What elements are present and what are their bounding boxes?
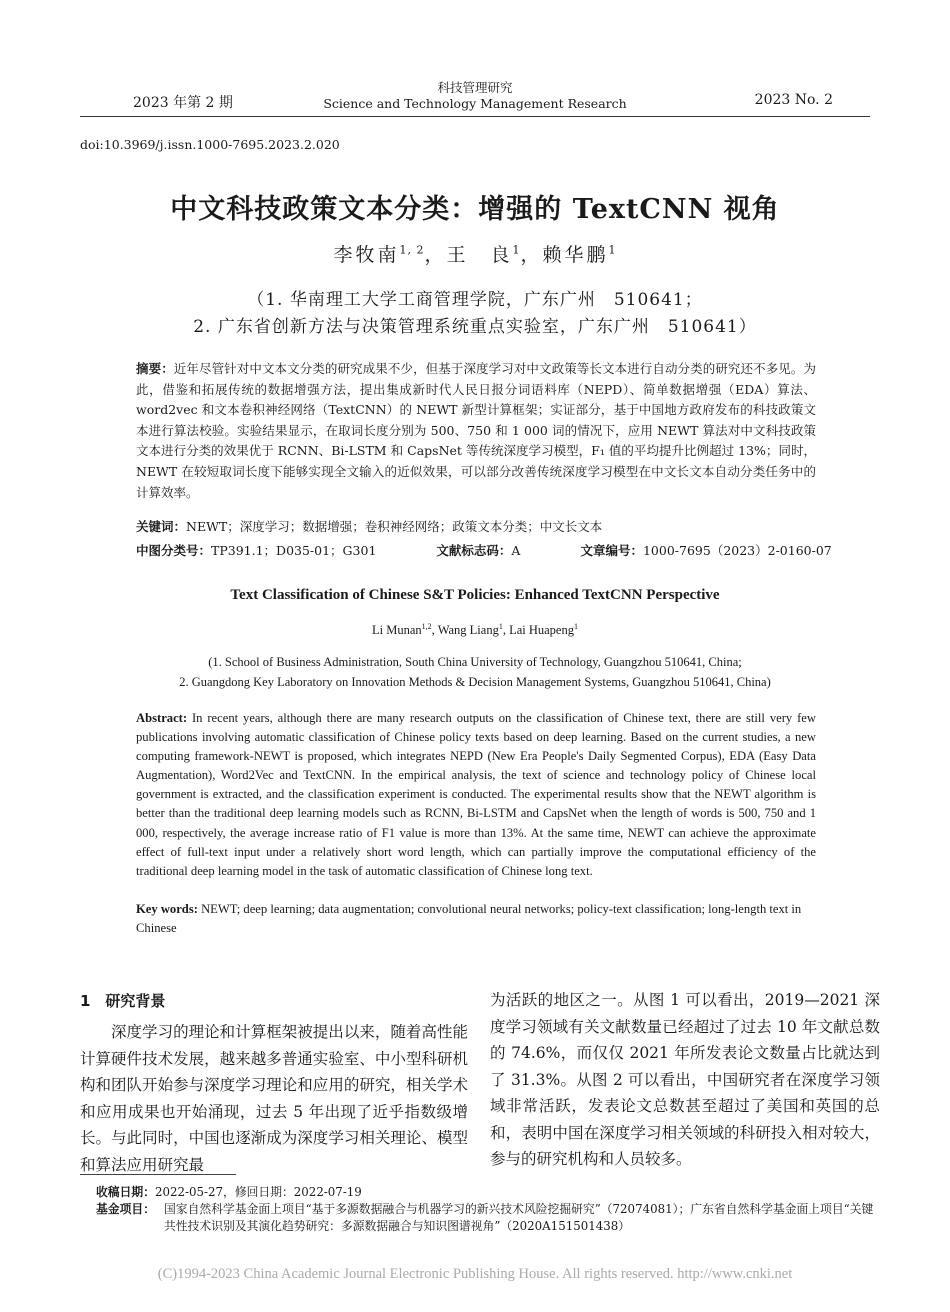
author-sup: 1 [573,622,578,631]
author-sup: 1 [608,243,617,257]
section-heading: 1 研究背景 [80,992,166,1010]
abstract-cn-text: 近年尽管针对中文本文分类的研究成果不少，但基于深度学习对中文政策等长文本进行自动分类的研究还不多见。为此，借鉴和拓展传统的数据增强方法，提出集成新时代人民日报分词语料库（NEPD）、简单数据增强（EDA）算法、word2vec 和文本卷积神经网络（TextCNN）的 NEWT 新型计算框架；实证部分，基于中国地方政府发布的科技政策文本进行算法校验。实验结果显示，在取词长度分别为 500、750 和 1 000 词的情况下，应用 NEWT 算法对中文科技政策文本进行分类的效果优于 RCNN、Bi-LSTM 和 CapsNet 等传统深度学习模型，F₁ 值的平均提升比例超过 13%；同时，NEWT 在较短取词长度下能够实现全文输入的近似效果，可以部分改善传统深度学习模型在中文长文本自动分类任务中的计算效率。 [136,361,816,500]
author-en: Lai Huapeng [509,623,574,638]
classification-line [136,541,836,559]
journal-title-en: Science and Technology Management Research [323,96,627,111]
journal-title-cn: 科技管理研究 [437,80,513,95]
body-text-right: 为活跃的地区之一。从图 1 可以看出，2019—2021 深度学习领域有关文献数量已经超过了过去 10 年文献总数的 74.6%，而仅仅 2021 年所发表论文数量占比就达到了 31.3%。从图 2 可以看出，中国研究者在深度学习领域非常活跃，发表论文总数甚至超过了美国和英国的总和，表明中国在深度学习相关领域的科研投入相对较大，参与的研究机构和人员较多。 [490,991,880,1168]
author-cn: 李牧南 [333,244,400,266]
author-en: Wang Liang [437,623,499,638]
abstract-en [136,709,816,881]
abstract-cn-label: 摘要： [136,361,174,376]
abstract-en-label: Abstract: [136,711,188,725]
header-issue-cn: 2023 年第 2 期 [133,95,233,111]
article-no-label: 文章编号： [580,543,643,558]
copyright-watermark: (C)1994-2023 China Academic Journal Electronic Publishing House. All rights reserved. http://www.cnki.net [157,1266,793,1282]
abstract-en-text: In recent years, although there are many research outputs on the classification of Chinese text, there are still very few publications involving automatic classification of Chinese policy texts based on deep learning. Based on the current studies, a new computing framework-NEWT is proposed, which integrates NEPD (New Era People's Daily Segmented Corpus), EDA (Easy Data Augmentation), Word2Vec and TextCNN. In the empirical analysis, the text of science and technology policy of Chinese local government is extracted, and the classification experiment is conducted. The experimental results show that the NEWT algorithm is better than the traditional deep learning models such as RCNN, Bi-LSTM and CapsNet when the length of words is 500, 750 and 1 000, respectively, the average increase ratio of F1 value is more than 13%. At the same time, NEWT can achieve the approximate effect of full-text input under a relatively short word length, which can partially improve the computational efficiency of the traditional deep learning model in the task of automatic classification of Chinese long text. [136,711,816,878]
authors-en: Li Munan$^{1,2}$, Wang Liang$^1$, Lai Huapeng$^1$ [372,622,578,638]
keywords-en-label: Key words: [136,902,198,916]
affiliation-line: (1. School of Business Administration, South China University of Technology, Guangzhou 510641, China; [208,655,742,669]
affiliation-line: 2. 广东省创新方法与决策管理系统重点实验室，广东广州 510641） [193,317,757,337]
clc-value: TP391.1；D035-01；G301 [211,543,377,558]
abstract-cn [136,359,816,503]
received-label: 收稿日期： [96,1185,155,1199]
doc-code-label: 文献标志码： [436,543,512,558]
article-no-value: 1000-7695（2023）2-0160-07 [642,543,832,558]
keywords-cn [136,517,816,535]
affiliation-line: （1. 华南理工大学工商管理学院，广东广州 510641； [247,290,703,310]
author-cn: 赖华鹏 [542,244,609,266]
header-issue-en: 2023 No. 2 [754,92,833,108]
author-sup: 1 [512,243,521,257]
fund-label: 基金项目： [96,1202,155,1216]
authors-cn: 李牧南$^{1, 2}$，王 良$^1$，赖华鹏$^1$ [333,243,617,266]
title-en: Text Classification of Chinese S&T Policies: Enhanced TextCNN Perspective [230,587,720,603]
author-sup: 1,2 [421,622,432,631]
affiliations-cn [0,287,950,341]
received-date [96,1184,362,1201]
author-en: Li Munan [372,623,422,638]
author-sup: 1 [498,622,503,631]
affiliation-line: 2. Guangdong Key Laboratory on Innovation Methods & Decision Management Systems, Guangzhou 510641, China) [179,675,771,689]
keywords-en [136,900,816,938]
doc-code-value: A [511,543,521,558]
author-cn: 王 良 [446,244,513,266]
body-text-left: 深度学习的理论和计算框架被提出以来，随着高性能计算硬件技术发展，越来越多普通实验室、中小型科研机构和团队开始参与深度学习理论和应用的研究，相关学术和应用成果也开始涌现，过去 5 年出现了近乎指数级增长。与此同时，中国也逐渐成为深度学习相关理论、模型和算法应用研究最 [80,1023,468,1174]
clc-label: 中图分类号： [136,543,212,558]
author-sup: 1, 2 [399,243,425,257]
keywords-cn-text: NEWT；深度学习；数据增强；卷积神经网络；政策文本分类；中文长文本 [186,519,603,534]
header-rule [80,116,870,117]
title-cn: 中文科技政策文本分类：增强的 TextCNN 视角 [170,194,780,225]
fund-value: 国家自然科学基金面上项目“基于多源数据融合与机器学习的新兴技术风险挖掘研究”（72074081）；广东省自然科学基金面上项目“关键共性技术识别及其演化趋势研究：多源数据融合与知识图谱视角”（2020A151501438） [164,1202,874,1233]
fund-info [96,1201,876,1235]
affiliations-en [0,652,950,692]
received-value: 2022-05-27，修回日期：2022-07-19 [155,1185,362,1199]
footnote-rule [80,1174,236,1175]
doi: doi:10.3969/j.issn.1000-7695.2023.2.020 [80,137,340,152]
keywords-cn-label: 关键词： [136,519,187,534]
keywords-en-text: NEWT; deep learning; data augmentation; convolutional neural networks; policy-text classification; long-length text in Chinese [136,902,802,935]
